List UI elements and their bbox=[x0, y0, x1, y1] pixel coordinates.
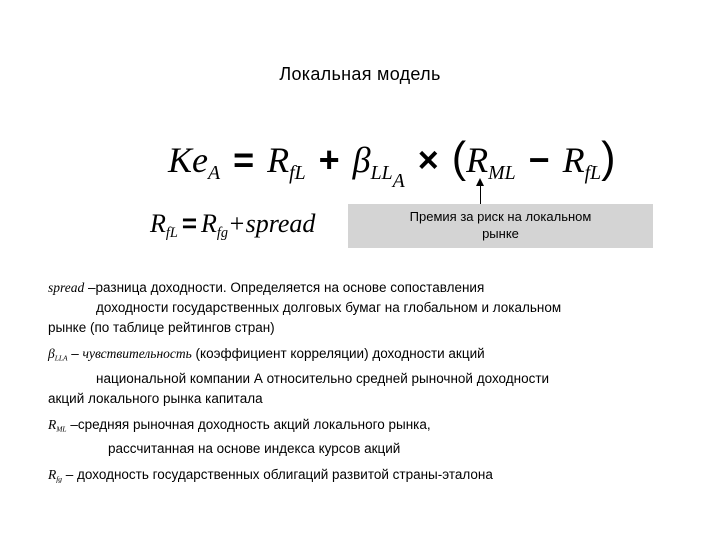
formula-rml: R bbox=[466, 140, 489, 180]
rfl-formula-lhs: R bbox=[150, 209, 166, 238]
definition-beta-subscript: LLA bbox=[54, 353, 68, 363]
definition-rml bbox=[48, 415, 698, 460]
definition-beta bbox=[48, 344, 698, 409]
definition-spread bbox=[48, 278, 698, 338]
rfl-formula-rfg-subscript: fg bbox=[216, 225, 229, 241]
definition-spread-line-2: доходности государственных долговых бумаг на глобальном и локальном bbox=[96, 300, 562, 315]
definition-rml-symbol: R bbox=[48, 416, 57, 432]
formula-rfl-2: R bbox=[562, 140, 585, 180]
rfl-formula-spread: +spread bbox=[228, 209, 316, 238]
risk-premium-label bbox=[348, 204, 653, 248]
formula-open-paren: ( bbox=[451, 134, 467, 182]
definition-rfg-symbol: R bbox=[48, 467, 57, 483]
definition-rfg-subscript: fg bbox=[56, 474, 63, 484]
definition-spread-symbol: spread bbox=[48, 280, 85, 295]
formula-equals: = bbox=[233, 139, 255, 180]
formula-rfl-2-subscript: fL bbox=[584, 161, 602, 184]
definition-rfg bbox=[48, 465, 698, 490]
formula-beta: β bbox=[352, 140, 371, 180]
cost-of-equity-formula bbox=[168, 134, 616, 192]
definition-beta-line-3: акций локального рынка капитала bbox=[48, 390, 263, 406]
definition-beta-symbol: β bbox=[48, 346, 55, 361]
formula-minus: − bbox=[528, 139, 550, 180]
risk-premium-line-2: рынке bbox=[482, 226, 519, 241]
formula-rml-subscript: ML bbox=[488, 161, 516, 184]
formula-ke-subscript: A bbox=[208, 161, 221, 184]
formula-times: × bbox=[417, 139, 439, 180]
page-title: Локальная модель bbox=[279, 64, 441, 84]
definition-beta-line-1: (коэффициент корреляции) доходности акций bbox=[195, 346, 485, 361]
formula-rfl-subscript: fL bbox=[289, 161, 306, 184]
formula-close-paren: ) bbox=[601, 134, 616, 182]
definition-beta-italic: чувствительность bbox=[82, 346, 192, 361]
formula-ke: Ke bbox=[168, 140, 208, 180]
rfl-formula-equals: = bbox=[181, 208, 198, 238]
formula-plus: + bbox=[318, 139, 340, 180]
definition-beta-line-2: национальной компании А относительно средней рыночной доходности bbox=[96, 370, 550, 386]
definition-rml-line-1: –средняя рыночная доходность акций локального рынка, bbox=[70, 416, 431, 432]
definition-spread-line-3: рынке (по таблице рейтингов стран) bbox=[48, 320, 275, 335]
rfl-formula-lhs-subscript: fL bbox=[165, 225, 178, 241]
definition-rfg-line-1: – доходность государственных облигаций развитой страны-эталона bbox=[65, 467, 493, 483]
arrow-line bbox=[480, 184, 481, 204]
definition-beta-dash: – bbox=[71, 346, 79, 361]
definition-spread-line-1: –разница доходности. Определяется на основе сопоставления bbox=[88, 280, 485, 295]
definition-rml-line-2: рассчитанная на основе индекса курсов акций bbox=[108, 441, 401, 457]
formula-beta-subscript: LL bbox=[370, 161, 393, 184]
definitions-list bbox=[48, 278, 698, 496]
rfl-formula-rfg: R bbox=[201, 209, 217, 238]
rfl-formula bbox=[150, 208, 315, 248]
risk-premium-line-1: Премия за риск на локальном bbox=[409, 209, 592, 224]
formula-beta-subscript-2: A bbox=[392, 169, 405, 192]
definition-rml-subscript: ML bbox=[56, 424, 67, 434]
formula-rfl: R bbox=[267, 140, 290, 180]
